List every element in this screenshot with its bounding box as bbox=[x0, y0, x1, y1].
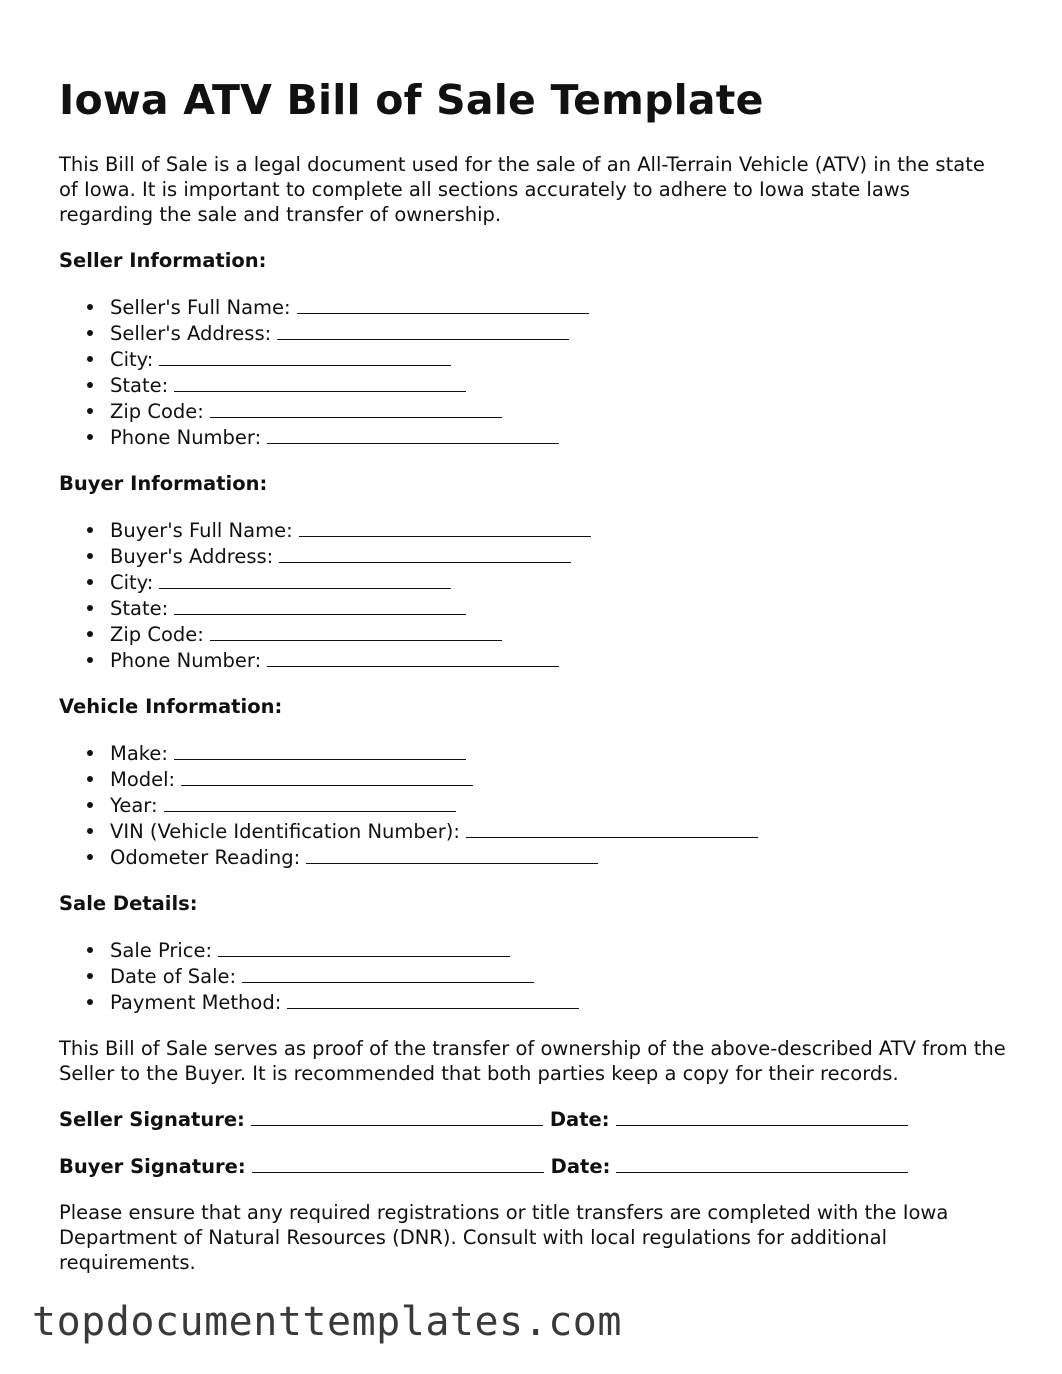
field-label: Sale Price: bbox=[110, 939, 213, 962]
field-label: State: bbox=[110, 374, 169, 397]
field-label: Make: bbox=[110, 742, 168, 765]
seller-date-label: Date: bbox=[549, 1108, 610, 1131]
vehicle-section-heading: Vehicle Information: bbox=[59, 695, 283, 718]
list-item bbox=[110, 937, 1009, 963]
field-label: City: bbox=[110, 571, 154, 594]
field-label: Phone Number: bbox=[110, 426, 262, 449]
document-page bbox=[59, 74, 1009, 1275]
field-label: Phone Number: bbox=[110, 649, 262, 672]
buyer-date-blank[interactable] bbox=[616, 1153, 908, 1173]
list-item bbox=[110, 989, 1009, 1015]
field-label: Zip Code: bbox=[110, 400, 204, 423]
seller-signature-label: Seller Signature: bbox=[59, 1108, 245, 1131]
vehicle-year-blank[interactable] bbox=[164, 792, 456, 812]
list-item bbox=[110, 595, 1009, 621]
field-label: Odometer Reading: bbox=[110, 846, 301, 869]
intro-paragraph: This Bill of Sale is a legal document used for the sale of an All-Terrain Vehicle (ATV) in the state of Iowa. It is important to complete all sections accurately to adhere to Iowa state laws regarding the sale and transfer of ownership. bbox=[59, 153, 985, 226]
seller-zip-blank[interactable] bbox=[210, 398, 502, 418]
buyer-date-label: Date: bbox=[550, 1155, 611, 1178]
seller-address-blank[interactable] bbox=[277, 320, 569, 340]
buyer-phone-blank[interactable] bbox=[267, 647, 559, 667]
closing-paragraph: This Bill of Sale serves as proof of the transfer of ownership of the above-described ATV from the Seller to the Buyer. It is recommended that both parties keep a copy for their records. bbox=[59, 1037, 1006, 1085]
field-label: Seller's Address: bbox=[110, 322, 272, 345]
vehicle-model-blank[interactable] bbox=[181, 766, 473, 786]
list-item bbox=[110, 963, 1009, 989]
field-label: Date of Sale: bbox=[110, 965, 237, 988]
notice-paragraph: Please ensure that any required registrations or title transfers are completed with the Iowa Department of Natural Resources (DNR). Consult with local regulations for additional requirements. bbox=[59, 1201, 949, 1274]
seller-date-blank[interactable] bbox=[616, 1106, 908, 1126]
document-title: Iowa ATV Bill of Sale Template bbox=[59, 76, 764, 124]
seller-section-heading: Seller Information: bbox=[59, 249, 267, 272]
sale-price-blank[interactable] bbox=[218, 937, 510, 957]
list-item bbox=[110, 424, 1009, 450]
list-item bbox=[110, 844, 1009, 870]
list-item bbox=[110, 740, 1009, 766]
list-item bbox=[110, 647, 1009, 673]
list-item bbox=[110, 346, 1009, 372]
list-item bbox=[110, 294, 1009, 320]
field-label: Buyer's Full Name: bbox=[110, 519, 293, 542]
field-label: Payment Method: bbox=[110, 991, 282, 1014]
list-item bbox=[110, 517, 1009, 543]
buyer-city-blank[interactable] bbox=[159, 569, 451, 589]
sale-date-blank[interactable] bbox=[242, 963, 534, 983]
field-label: State: bbox=[110, 597, 169, 620]
seller-city-blank[interactable] bbox=[159, 346, 451, 366]
field-label: Seller's Full Name: bbox=[110, 296, 291, 319]
list-item bbox=[110, 621, 1009, 647]
field-label: City: bbox=[110, 348, 154, 371]
field-label: Buyer's Address: bbox=[110, 545, 274, 568]
sale-field-list bbox=[59, 937, 1009, 1015]
field-label: Zip Code: bbox=[110, 623, 204, 646]
vehicle-vin-blank[interactable] bbox=[466, 818, 758, 838]
vehicle-make-blank[interactable] bbox=[174, 740, 466, 760]
list-item bbox=[110, 398, 1009, 424]
list-item bbox=[110, 320, 1009, 346]
field-label: VIN (Vehicle Identification Number): bbox=[110, 820, 460, 843]
list-item bbox=[110, 766, 1009, 792]
vehicle-field-list bbox=[59, 740, 1009, 870]
list-item bbox=[110, 569, 1009, 595]
buyer-signature-label: Buyer Signature: bbox=[59, 1155, 246, 1178]
payment-method-blank[interactable] bbox=[287, 989, 579, 1009]
buyer-address-blank[interactable] bbox=[279, 543, 571, 563]
buyer-full-name-blank[interactable] bbox=[299, 517, 591, 537]
list-item bbox=[110, 372, 1009, 398]
seller-phone-blank[interactable] bbox=[267, 424, 559, 444]
sale-section-heading: Sale Details: bbox=[59, 892, 198, 915]
list-item bbox=[110, 792, 1009, 818]
list-item bbox=[110, 543, 1009, 569]
field-label: Model: bbox=[110, 768, 176, 791]
seller-signature-blank[interactable] bbox=[251, 1106, 543, 1126]
seller-signature-row bbox=[59, 1106, 1009, 1132]
buyer-signature-blank[interactable] bbox=[252, 1153, 544, 1173]
buyer-zip-blank[interactable] bbox=[210, 621, 502, 641]
seller-full-name-blank[interactable] bbox=[297, 294, 589, 314]
buyer-section-heading: Buyer Information: bbox=[59, 472, 268, 495]
buyer-signature-row bbox=[59, 1153, 1009, 1179]
vehicle-odometer-blank[interactable] bbox=[306, 844, 598, 864]
list-item bbox=[110, 818, 1009, 844]
seller-field-list bbox=[59, 294, 1009, 450]
buyer-state-blank[interactable] bbox=[174, 595, 466, 615]
watermark-text: topdocumenttemplates.com bbox=[32, 1299, 622, 1345]
field-label: Year: bbox=[110, 794, 158, 817]
seller-state-blank[interactable] bbox=[174, 372, 466, 392]
buyer-field-list bbox=[59, 517, 1009, 673]
